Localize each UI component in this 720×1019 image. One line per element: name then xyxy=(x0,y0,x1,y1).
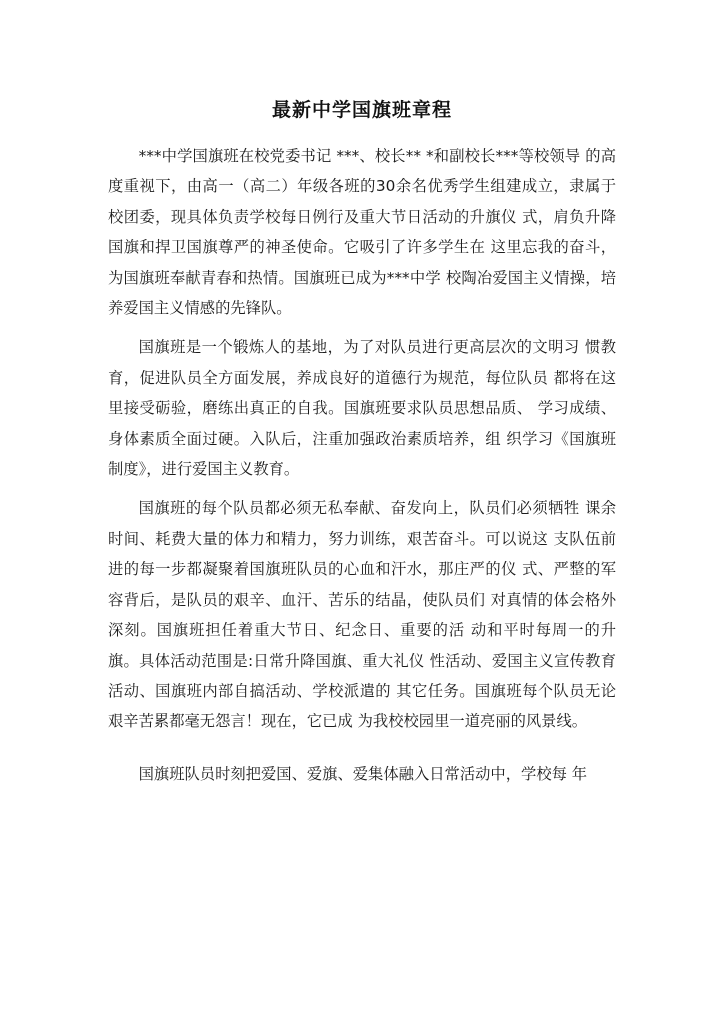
document-title: 最新中学国旗班章程 xyxy=(271,99,452,121)
paragraph-3: 国旗班的每个队员都必须无私奉献、奋发向上，队员们必须牺牲 课余时间、耗费大量的体力和精力，努力训练，艰苦奋斗。可以说这 支队伍前进的每一步都凝聚着国旗班队员的心血和汗水，那庄严的仪 式、严整的军容背后，是队员的艰辛、血汗、苦乐的结晶，使队员们 对真情的体会格外深刻。国旗班担任着重大节日、纪念日、重要的活 动和平时每周一的升旗。具体活动范围是:日常升降国旗、重大礼仪 性活动、爱国主义宣传教育活动、国旗班内部自搞活动、学校派遣的 其它任务。国旗班每个队员无论艰辛苦累都毫无怨言！现在，它已成 为我校校园里一道亮丽的风景线。 xyxy=(108,499,616,731)
paragraph-1: ***中学国旗班在校党委书记 ***、校长** *和副校长***等校领导 的高度重视下，由高一（高二）年级各班的30余名优秀学生组建成立，隶属于校团委，现具体负责学校每日例行及重大节日活动的升旗仪 式，肩负升降国旗和捍卫国旗尊严的神圣使命。它吸引了许多学生在 这里忘我的奋斗，为国旗班奉献青春和热情。国旗班已成为***中学 校陶冶爱国主义情操，培养爱国主义情感的先锋队。 xyxy=(108,147,616,318)
paragraph-4: 国旗班队员时刻把爱国、爱旗、爱集体融入日常活动中，学校每 年 xyxy=(138,764,588,783)
paragraph-2: 国旗班是一个锻炼人的基地，为了对队员进行更高层次的文明习 惯教育，促进队员全方面发展，养成良好的道德行为规范，每位队员 都将在这里接受砺验，磨练出真正的自我。国旗班要求队员思想品质、 学习成绩、身体素质全面过硬。入队后，注重加强政治素质培养，组 织学习《国旗班制度》，进行爱国主义教育。 xyxy=(108,338,616,479)
